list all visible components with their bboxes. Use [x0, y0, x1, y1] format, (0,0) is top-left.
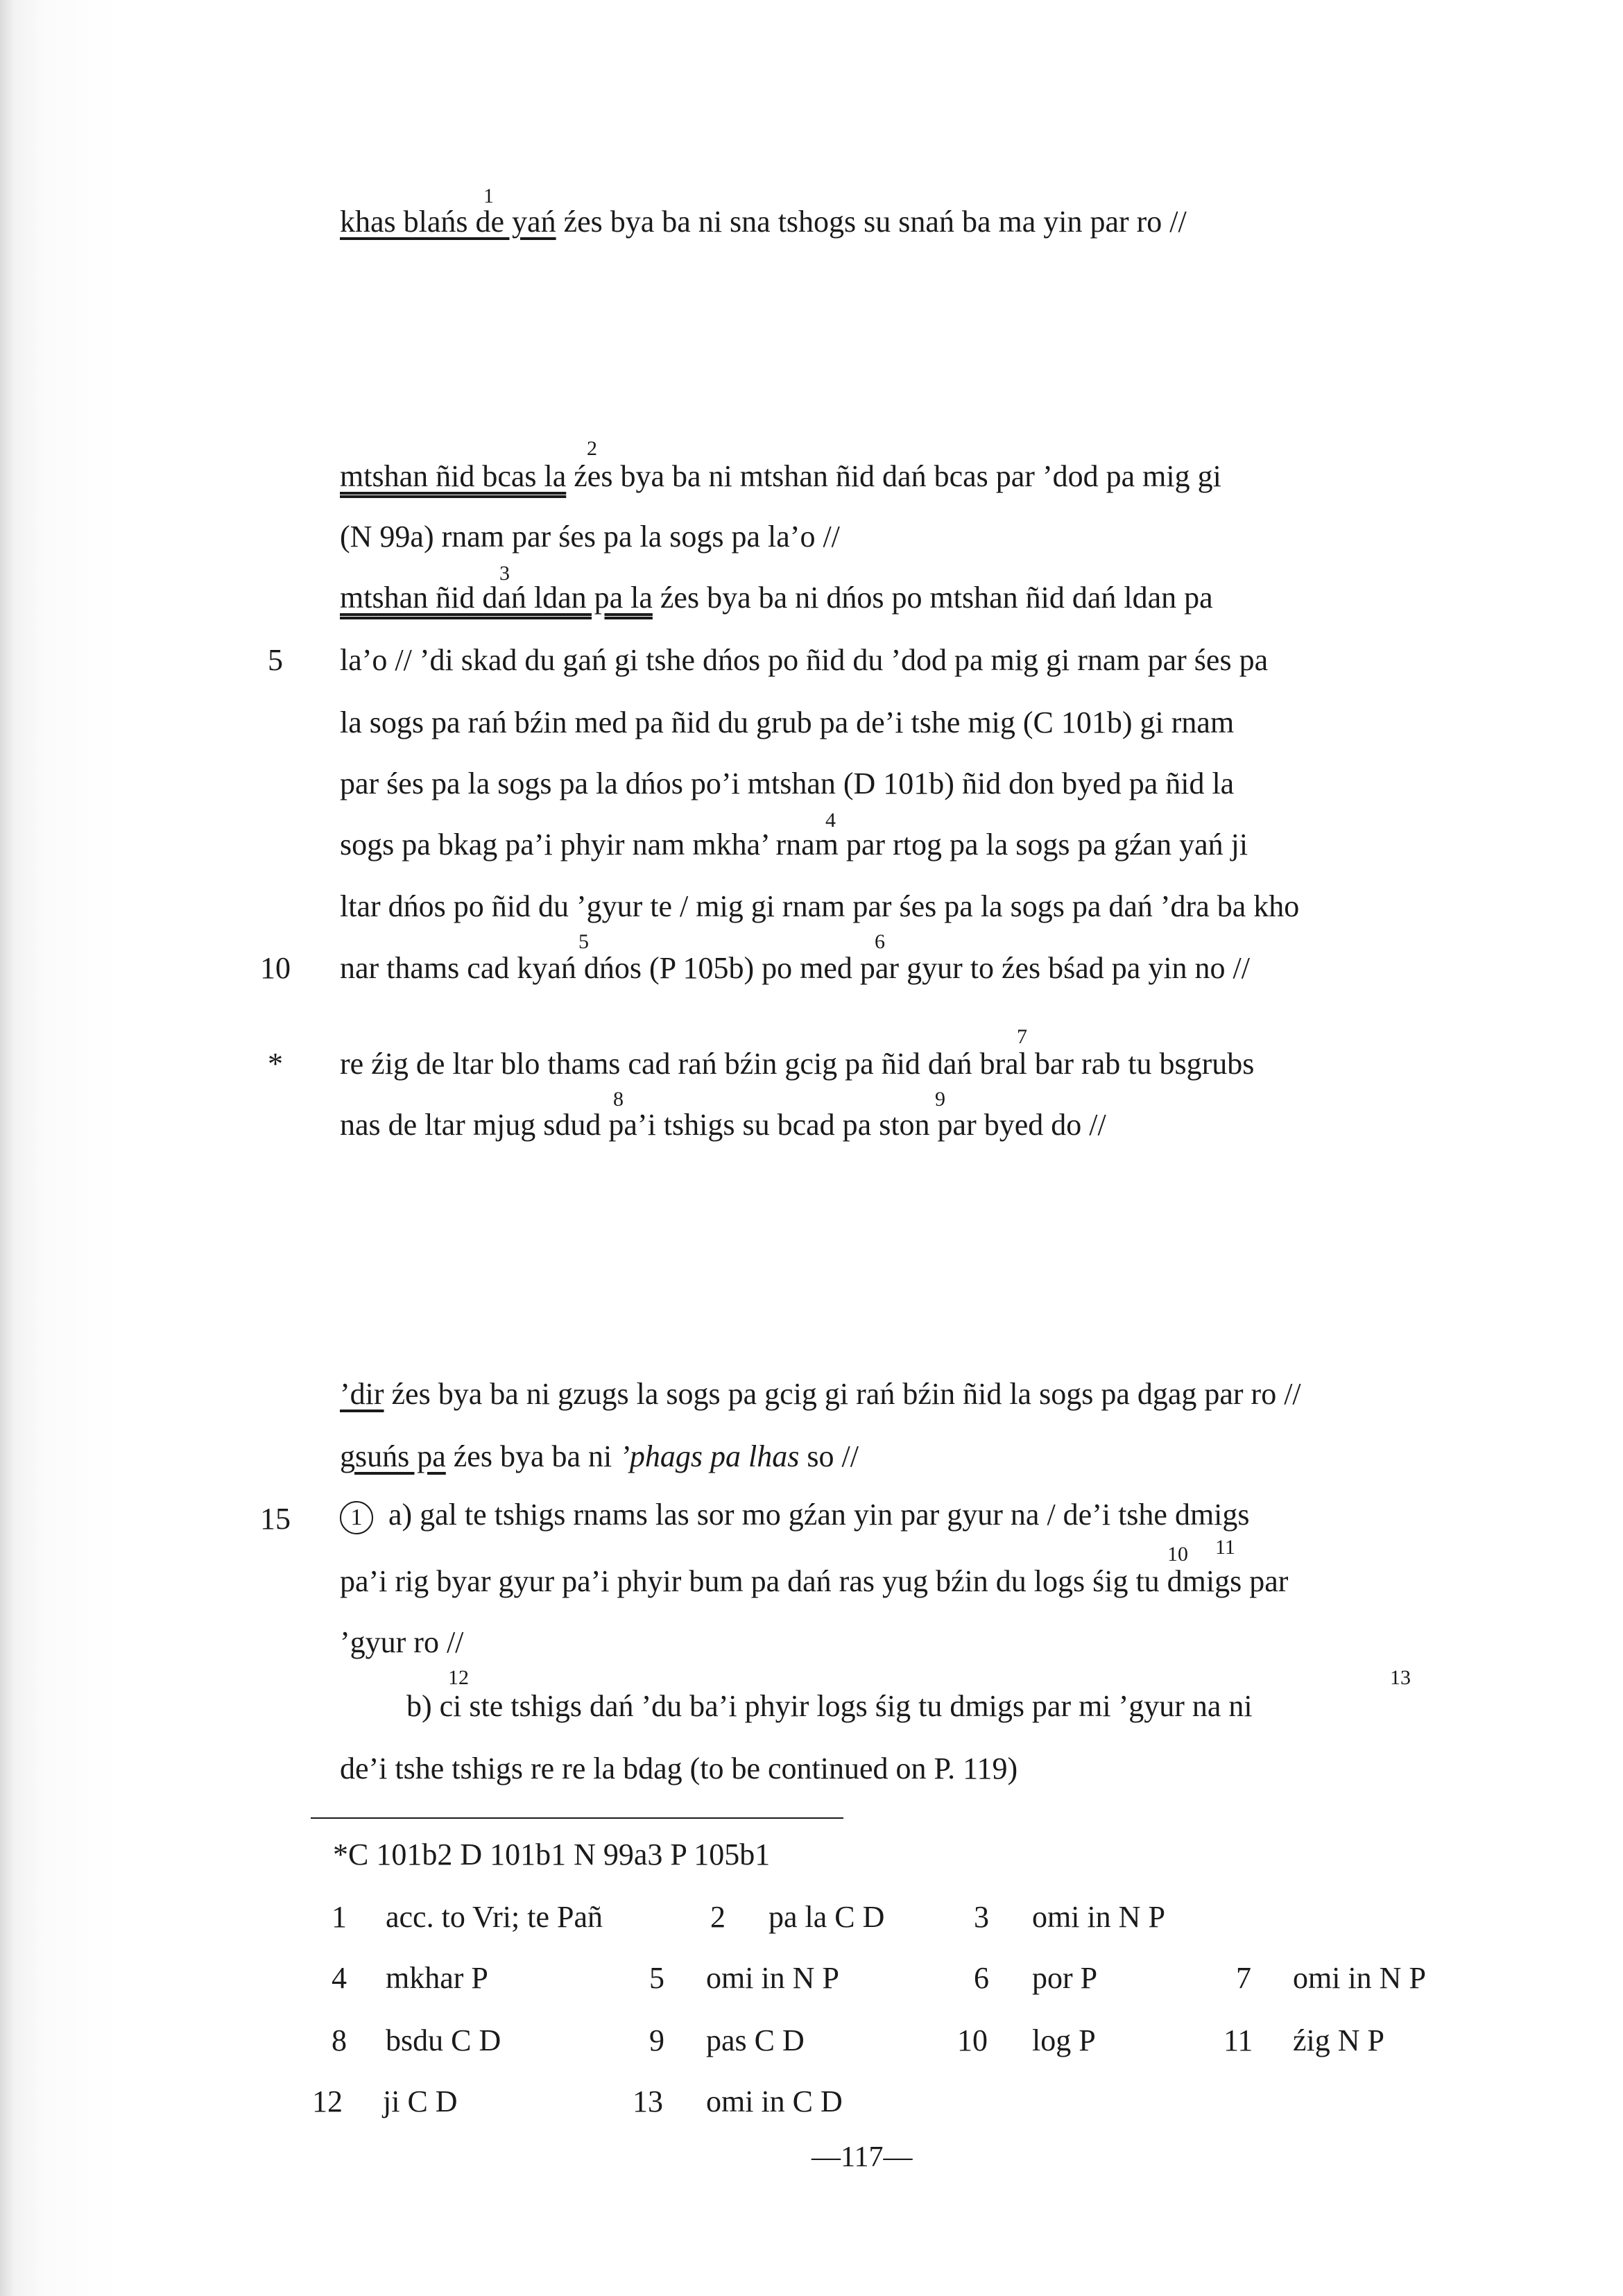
footnote-text: omi in N P	[1293, 1961, 1426, 1995]
footnote-text: pa la C D	[768, 1900, 885, 1934]
page-number: —117—	[812, 2141, 913, 2173]
footnote-text: mkhar P	[386, 1961, 488, 1995]
footnote-number: 5	[649, 1961, 664, 1995]
text-line: nas de ltar mjug sdud pa’i tshigs su bcad pa ston par byed do //	[340, 1108, 1106, 1142]
text-line	[340, 207, 1187, 237]
note-ref: 10	[1167, 1543, 1188, 1566]
footnote-number: 9	[649, 2023, 664, 2057]
note-ref: 1	[483, 185, 494, 207]
scan-edge-noise	[0, 0, 118, 2296]
text-line: pa’i rig byar gyur pa’i phyir bum pa dań ras yug bźin du logs śig tu dmigs par	[340, 1564, 1289, 1598]
line-number: 5	[268, 643, 283, 677]
text-line	[340, 1500, 1250, 1534]
note-ref: 8	[613, 1088, 624, 1111]
footnote-text: acc. to Vri; te Pañ	[386, 1900, 603, 1934]
footnote-text: bsdu C D	[386, 2023, 501, 2057]
note-ref: 6	[875, 930, 885, 953]
footnote-number: 8	[332, 2023, 347, 2057]
footnote-text: ji C D	[383, 2084, 458, 2118]
footnote-text: źig N P	[1293, 2023, 1384, 2057]
note-ref: 13	[1390, 1666, 1411, 1689]
footnote-number: 12	[312, 2084, 343, 2118]
footnote-text: omi in N P	[706, 1961, 839, 1995]
text-line: b) ci ste tshigs dań ’du ba’i phyir logs śig tu dmigs par mi ’gyur na ni	[406, 1689, 1253, 1723]
footnote-rule	[311, 1817, 843, 1819]
footnote-number: 11	[1223, 2023, 1253, 2057]
text-line	[340, 1441, 859, 1472]
lemma: gsuńs pa	[340, 1439, 446, 1473]
note-ref: 11	[1215, 1536, 1235, 1559]
footnote-header: *C 101b2 D 101b1 N 99a3 P 105b1	[333, 1837, 771, 1871]
lemma: mtshan ñid bcas la	[340, 459, 567, 493]
line-text: źes bya ba ni mtshan ñid dań bcas par ’dod pa mig gi	[566, 459, 1221, 493]
line-text: źes bya ba ni dńos po mtshan ñid dań ldan pa	[652, 581, 1213, 615]
lemma: mtshan ñid dań ldan pa la	[340, 581, 653, 615]
note-ref: 5	[578, 930, 589, 953]
italic-name: ’phags pa lhas	[619, 1439, 800, 1473]
circled-number: 1	[340, 1501, 373, 1534]
footnote-number: 7	[1236, 1961, 1251, 1995]
footnote-number: 10	[957, 2023, 988, 2057]
footnote-text: pas C D	[706, 2023, 805, 2057]
note-ref: 7	[1017, 1025, 1027, 1048]
footnote-text: log P	[1032, 2023, 1096, 2057]
text-line	[340, 1379, 1301, 1410]
note-ref: 3	[499, 562, 510, 585]
note-ref: 2	[587, 437, 597, 460]
lemma: khas blańs de yań	[340, 205, 556, 239]
footnote-number: 1	[332, 1900, 347, 1934]
text-line: ’gyur ro //	[340, 1625, 464, 1659]
note-ref: 4	[825, 809, 836, 832]
line-text: źes bya ba ni gzugs la sogs pa gcig gi rań bźin ñid la sogs pa dgag par ro //	[384, 1377, 1301, 1411]
footnote-text: omi in N P	[1032, 1900, 1165, 1934]
line-text: so //	[799, 1439, 859, 1473]
footnote-number: 3	[974, 1900, 989, 1934]
line-number: 15	[260, 1502, 291, 1536]
text-line: ltar dńos po ñid du ’gyur te / mig gi rnam par śes pa la sogs pa dań ’dra ba kho	[340, 889, 1300, 923]
text-line: de’i tshe tshigs re re la bdag (to be continued on P. 119)	[340, 1751, 1018, 1785]
line-text: źes bya ba ni	[445, 1439, 620, 1473]
note-ref: 9	[935, 1088, 945, 1111]
footnote-text: por P	[1032, 1961, 1098, 1995]
line-number: 10	[260, 951, 291, 985]
footnote-number: 13	[633, 2084, 663, 2118]
line-text: a) gal te tshigs rnams las sor mo gźan yin par gyur na / de’i tshe dmigs	[388, 1498, 1250, 1532]
text-line	[340, 583, 1213, 613]
text-line: la’o // ’di skad du gań gi tshe dńos po ñid du ’dod pa mig gi rnam par śes pa	[340, 643, 1269, 677]
text-line: par śes pa la sogs pa la dńos po’i mtshan (D 101b) ñid don byed pa ñid la	[340, 766, 1235, 800]
text-line	[340, 461, 1221, 492]
text-line: nar thams cad kyań dńos (P 105b) po med par gyur to źes bśad pa yin no //	[340, 951, 1250, 985]
text-line: la sogs pa rań bźin med pa ñid du grub pa de’i tshe mig (C 101b) gi rnam	[340, 705, 1235, 739]
text-line: sogs pa bkag pa’i phyir nam mkha’ rnam par rtog pa la sogs pa gźan yań ji	[340, 828, 1248, 862]
footnote-text: omi in C D	[706, 2084, 843, 2118]
footnote-number: 4	[332, 1961, 347, 1995]
text-line: (N 99a) rnam par śes pa la sogs pa la’o //	[340, 520, 840, 554]
lemma: ’dir	[340, 1377, 384, 1411]
footnote-number: 2	[710, 1900, 725, 1934]
line-text: źes bya ba ni sna tshogs su snań ba ma yin par ro //	[556, 205, 1187, 239]
text-line: re źig de ltar blo thams cad rań bźin gcig pa ñid dań bral bar rab tu bsgrubs	[340, 1047, 1255, 1081]
footnote-number: 6	[974, 1961, 989, 1995]
asterisk-marker: *	[268, 1047, 283, 1081]
note-ref: 12	[448, 1666, 469, 1689]
